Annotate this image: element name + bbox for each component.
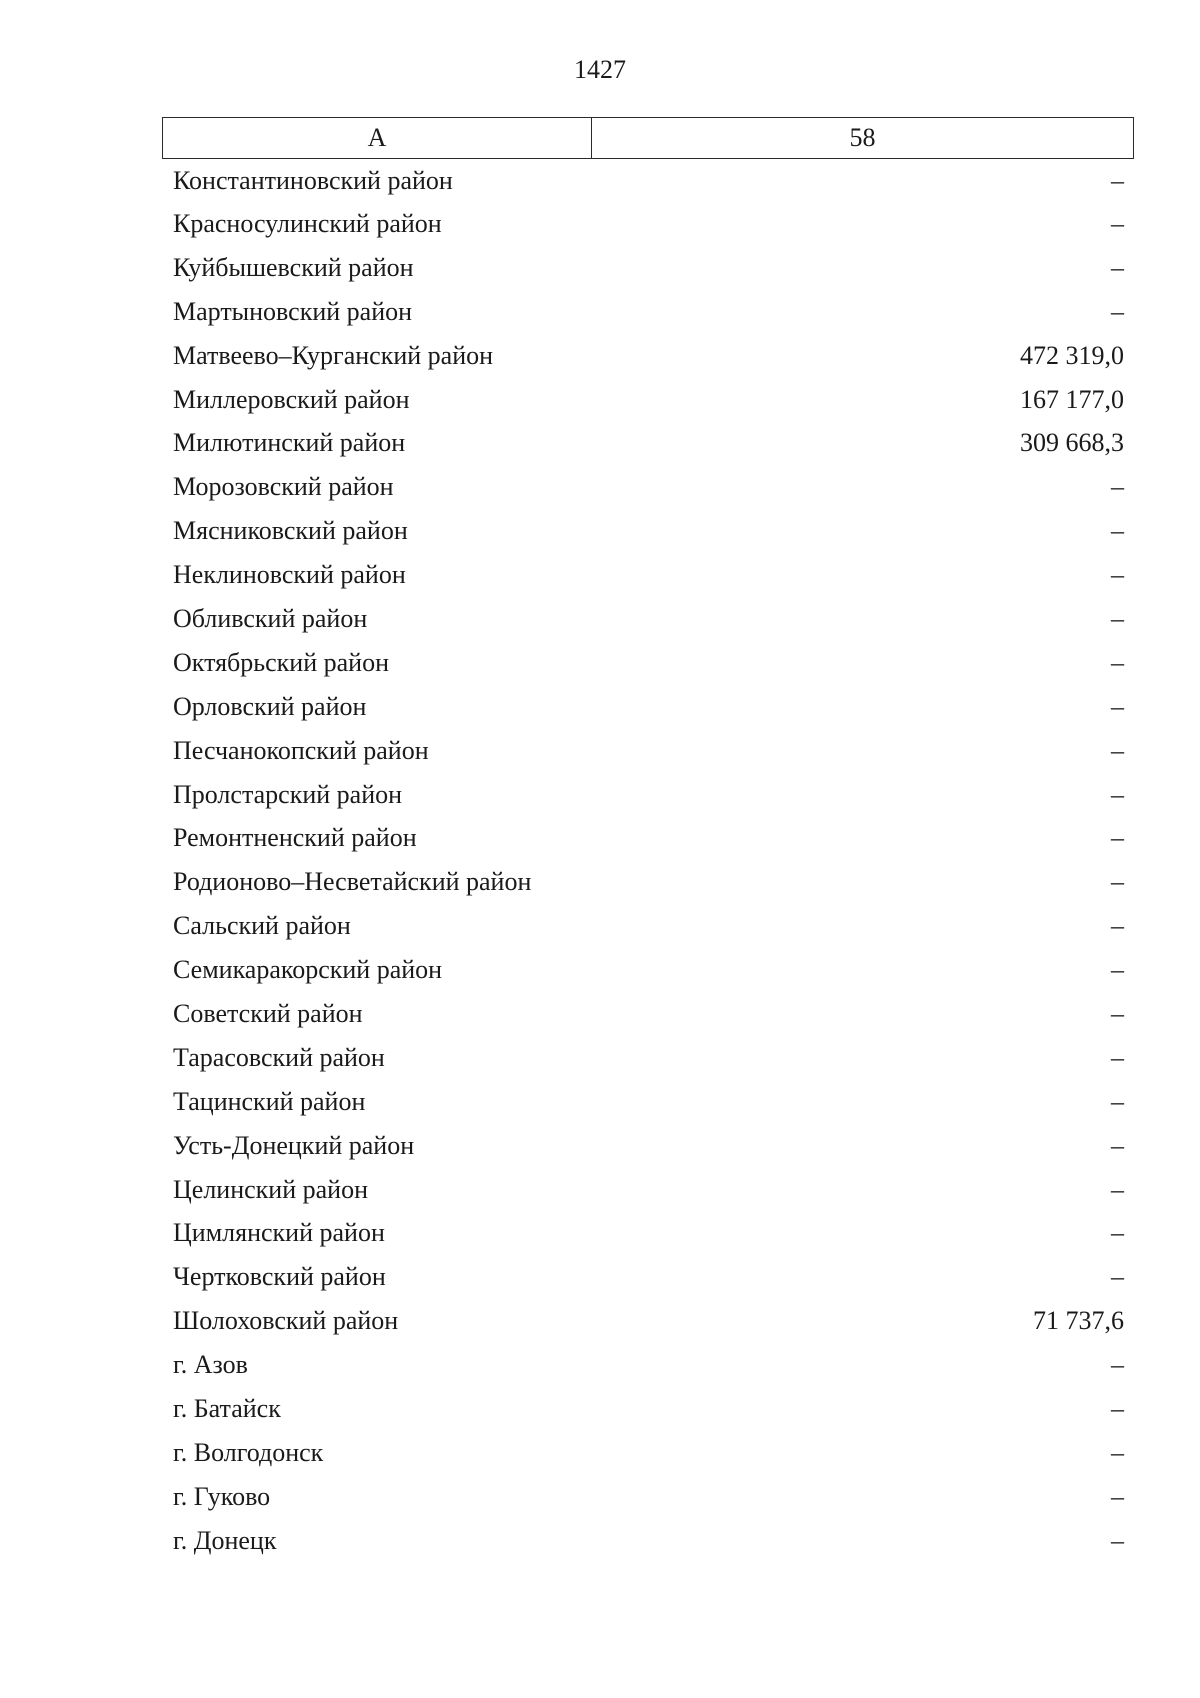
district-name: Тацинский район (173, 1086, 366, 1116)
district-value: – (1111, 603, 1124, 633)
data-table (162, 117, 1134, 1563)
table-row (162, 685, 1134, 729)
table-row (162, 641, 1134, 685)
district-name: Орловский район (173, 691, 367, 721)
district-value: – (1111, 779, 1124, 809)
table-row (162, 948, 1134, 992)
district-name: Красносулинский район (173, 208, 442, 238)
district-name: Советский район (173, 998, 363, 1028)
district-name: Октябрьский район (173, 647, 389, 677)
table-row (162, 1168, 1134, 1212)
table-row (162, 1519, 1134, 1563)
district-value: – (1111, 1086, 1124, 1116)
table-row (162, 1343, 1134, 1387)
district-value: – (1111, 165, 1124, 195)
table-row (162, 816, 1134, 860)
table-row (162, 553, 1134, 597)
district-value: – (1111, 1130, 1124, 1160)
table-row (162, 509, 1134, 553)
district-name: Миллеровский район (173, 384, 410, 414)
district-name: Матвеево–Курганский район (173, 340, 494, 370)
table-row (162, 334, 1134, 378)
district-value: 309 668,3 (1020, 428, 1124, 458)
district-value: – (1111, 911, 1124, 941)
district-name: г. Донецк (173, 1525, 277, 1555)
table-row (162, 1431, 1134, 1475)
table-row (162, 465, 1134, 509)
district-value: – (1111, 1262, 1124, 1292)
district-name: Песчанокопский район (173, 735, 429, 765)
district-name: г. Волгодонск (173, 1437, 324, 1467)
district-name: Родионово–Несветайский район (173, 867, 532, 897)
district-name: Морозовский район (173, 472, 394, 502)
district-value: – (1111, 1350, 1124, 1380)
header-col-b: 58 (849, 123, 876, 152)
district-name: Шолоховский район (173, 1306, 399, 1336)
table-header-row (162, 117, 1134, 159)
table-row (162, 1255, 1134, 1299)
table-row (162, 202, 1134, 246)
district-name: Усть-Донецкий район (173, 1130, 415, 1160)
district-name: Пролстарский район (173, 779, 403, 809)
table-row (162, 773, 1134, 817)
table-row (162, 729, 1134, 773)
table-row (162, 1299, 1134, 1343)
table-row (162, 1475, 1134, 1519)
district-value: – (1111, 823, 1124, 853)
district-value: – (1111, 252, 1124, 282)
district-name: Целинский район (173, 1174, 368, 1204)
district-value: 472 319,0 (1020, 340, 1124, 370)
district-value: – (1111, 296, 1124, 326)
table-row (162, 246, 1134, 290)
district-name: Цимлянский район (173, 1218, 385, 1248)
table-row (162, 290, 1134, 334)
district-value: 71 737,6 (1033, 1306, 1124, 1336)
table-row (162, 1211, 1134, 1255)
district-value: – (1111, 1042, 1124, 1072)
table-row (162, 1387, 1134, 1431)
district-name: Неклиновский район (173, 560, 406, 590)
district-name: Куйбышевский район (173, 252, 414, 282)
table-row (162, 1036, 1134, 1080)
district-value: – (1111, 516, 1124, 546)
district-name: Милютинский район (173, 428, 406, 458)
district-value: – (1111, 1393, 1124, 1423)
district-value: – (1111, 208, 1124, 238)
table-row (162, 159, 1134, 202)
district-value: – (1111, 1218, 1124, 1248)
table-row (162, 597, 1134, 641)
district-value: – (1111, 955, 1124, 985)
district-value: – (1111, 1525, 1124, 1555)
table-row (162, 904, 1134, 948)
district-value: 167 177,0 (1020, 384, 1124, 414)
table-row (162, 378, 1134, 422)
district-name: г. Азов (173, 1350, 248, 1380)
district-value: – (1111, 867, 1124, 897)
district-value: – (1111, 691, 1124, 721)
district-name: Чертковский район (173, 1262, 386, 1292)
district-value: – (1111, 560, 1124, 590)
district-name: Обливский район (173, 603, 368, 633)
table-row (162, 992, 1134, 1036)
district-name: Ремонтненский район (173, 823, 417, 853)
district-name: Сальский район (173, 911, 351, 941)
table-body (162, 159, 1134, 1563)
district-name: г. Батайск (173, 1393, 281, 1423)
district-value: – (1111, 647, 1124, 677)
district-value: – (1111, 998, 1124, 1028)
district-value: – (1111, 1481, 1124, 1511)
district-name: Тарасовский район (173, 1042, 385, 1072)
table-row (162, 421, 1134, 465)
table-row (162, 1124, 1134, 1168)
district-value: – (1111, 735, 1124, 765)
district-name: Константиновский район (173, 165, 453, 195)
district-name: Мартыновский район (173, 296, 413, 326)
district-name: Семикаракорский район (173, 955, 443, 985)
page-number: 1427 (574, 55, 626, 84)
district-value: – (1111, 1437, 1124, 1467)
header-col-a: А (163, 118, 592, 158)
district-name: Мясниковский район (173, 516, 408, 546)
table-row (162, 1080, 1134, 1124)
district-value: – (1111, 1174, 1124, 1204)
district-value: – (1111, 472, 1124, 502)
district-name: г. Гуково (173, 1481, 271, 1511)
table-row (162, 860, 1134, 904)
